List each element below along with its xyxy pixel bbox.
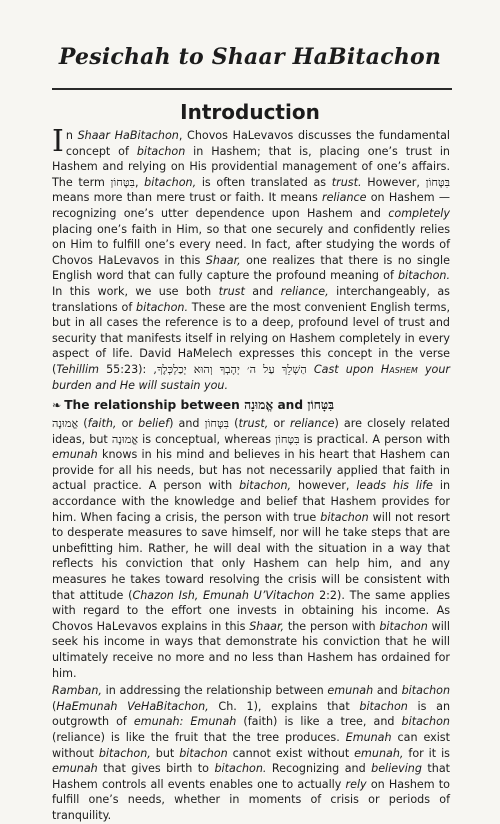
text: your burden and He will sustain you. bbox=[52, 362, 451, 392]
text: emunah bbox=[327, 684, 374, 698]
text: ( bbox=[52, 699, 57, 713]
text: interchangeably, as translations of bbox=[52, 284, 450, 314]
body-text bbox=[52, 124, 451, 824]
paragraph bbox=[52, 683, 450, 823]
fleuron-icon: ❧ bbox=[52, 399, 62, 413]
text: emunah, bbox=[354, 746, 404, 760]
text: emunah bbox=[52, 448, 98, 462]
drop-cap: I bbox=[52, 124, 64, 159]
text: in addressing the relationship between bbox=[101, 684, 328, 698]
intro-paragraph bbox=[52, 124, 451, 393]
text: However, bbox=[361, 175, 426, 189]
text: emunah bbox=[52, 762, 98, 776]
text: faith, bbox=[87, 417, 117, 431]
text: Cast upon bbox=[313, 362, 381, 376]
text: bitachon bbox=[379, 619, 428, 633]
text: Ramban, bbox=[52, 684, 102, 698]
text: , Chovos HaLevavos discusses the fundamental concept of bbox=[65, 129, 451, 158]
text: trust, bbox=[238, 417, 269, 431]
text: bitachon. bbox=[214, 762, 267, 776]
text: however, bbox=[291, 479, 357, 493]
text: bitachon. bbox=[136, 300, 188, 314]
text: bitachon, bbox=[144, 175, 197, 189]
text: or bbox=[116, 417, 139, 431]
text: and bbox=[273, 398, 308, 413]
text: but bbox=[150, 746, 180, 760]
text: Chazon Ish, Emunah U’Vitachon bbox=[132, 588, 315, 602]
hebrew-term: אֱמוּנָה bbox=[111, 432, 139, 446]
hebrew-term: בִּטָּחוֹן bbox=[307, 398, 335, 413]
hebrew-verse: הַשְׁלֵךְ עַל ה׳ יְהָבְךָ וְהוּא יְכַלְכְּלֶךָ, bbox=[153, 362, 307, 376]
text: bitachon bbox=[136, 144, 186, 158]
paragraph bbox=[52, 416, 450, 681]
text: Tehillim bbox=[56, 362, 99, 376]
text: Shaar, bbox=[249, 619, 285, 633]
text: and bbox=[244, 284, 281, 298]
text: trust. bbox=[331, 175, 362, 189]
text: or bbox=[268, 417, 290, 431]
text: The relationship between bbox=[64, 398, 245, 413]
text: completely bbox=[388, 206, 450, 220]
text bbox=[307, 363, 314, 376]
text: that gives birth to bbox=[97, 762, 215, 776]
text: will not resort to desperate measures to save himself, nor will he take steps that are unbefitting him. Rather, he will deal with the situation in a way that reflects his conviction that only Hashem can help him, and any measures he takes toward resolving the crisis will be consistent with that attitude ( bbox=[52, 510, 451, 602]
text: in Hashem; that is, placing one’s trust in Hashem and relying on His providential management of one’s affairs. The term bbox=[52, 144, 450, 189]
hebrew-term: בִּטָּחוֹן bbox=[204, 417, 230, 431]
text: reliance bbox=[322, 191, 367, 205]
text: in accordance with the knowledge and belief that Hashem provides for him. When facing a crisis, the person with true bbox=[52, 479, 450, 524]
text: ) are closely related ideas, but bbox=[52, 417, 450, 446]
text: bitachon. bbox=[398, 269, 450, 283]
text: ( bbox=[78, 417, 88, 431]
text: , bbox=[134, 175, 145, 189]
text: 55:23): bbox=[98, 362, 154, 376]
text: emunah: Emunah bbox=[133, 715, 237, 729]
page-title: Pesichah to Shaar HaBitachon bbox=[58, 44, 442, 70]
text: reliance bbox=[289, 417, 335, 431]
text: is often translated as bbox=[196, 175, 332, 189]
text: These are the most convenient English terms, but in all cases the reference is to a deep, profound level of trust and security that manifests itself in relying on Hashem completely in every aspect of life. David HaMelech expresses this concept in the verse ( bbox=[52, 300, 450, 376]
section-heading: Introduction bbox=[180, 100, 320, 124]
text: trust bbox=[218, 284, 245, 298]
text: HaEmunah VeHaBitachon, bbox=[56, 699, 209, 713]
text: 2:2). The same applies with regard to the effort one invests in obtaining his income. As Chovos HaLevavos explains in this bbox=[52, 588, 450, 633]
text: belief bbox=[138, 417, 170, 431]
hebrew-term: אֱמוּנָה bbox=[244, 398, 274, 413]
text: bitachon bbox=[179, 746, 228, 760]
text: bitachon, bbox=[98, 746, 151, 760]
text: Hashem bbox=[380, 362, 418, 376]
text: on Hashem to fulfill one’s needs, whether in moments of crisis or periods of tranquility. bbox=[52, 777, 450, 822]
hebrew-term: בִּטָּחוֹן bbox=[110, 175, 135, 189]
text: can exist without bbox=[52, 730, 450, 760]
subsection-heading bbox=[52, 397, 450, 414]
text: one realizes that there is no single English word that can fully capture the profound meaning of bbox=[52, 253, 450, 283]
text: reliance, bbox=[280, 284, 329, 298]
text: on Hashem — recognizing one’s utter dependence upon Hashem and bbox=[52, 191, 450, 220]
text: bitachon bbox=[401, 715, 450, 729]
text: Ch. 1), explains that bbox=[208, 699, 360, 713]
text: Emunah bbox=[345, 730, 392, 744]
text: n bbox=[65, 129, 78, 142]
text: believing bbox=[371, 762, 422, 776]
text: ) and bbox=[169, 417, 205, 431]
text: is practical. A person with bbox=[299, 432, 450, 446]
text: leads his life bbox=[356, 479, 433, 493]
text: means more than mere trust or faith. It means bbox=[52, 191, 322, 205]
text: for it is bbox=[403, 746, 450, 760]
text: (reliance) is like the fruit that the tree produces. bbox=[52, 730, 346, 744]
text: (faith) is like a tree, and bbox=[236, 715, 402, 729]
text: is conceptual, whereas bbox=[138, 432, 276, 446]
title-rule bbox=[52, 88, 452, 90]
text: Shaar HaBitachon bbox=[77, 129, 179, 142]
text: bitachon, bbox=[239, 479, 292, 493]
text: Recognizing and bbox=[266, 762, 372, 776]
text: rely bbox=[345, 777, 367, 791]
hebrew-term: בִּטָּחוֹן bbox=[425, 175, 451, 189]
text: and bbox=[373, 684, 402, 698]
text: bitachon bbox=[401, 684, 451, 698]
text: ( bbox=[229, 417, 239, 431]
text: that Hashem controls all events enables one to actually bbox=[52, 762, 451, 791]
text: Shaar, bbox=[205, 253, 241, 267]
hebrew-term: בִּטָּחוֹן bbox=[275, 432, 300, 446]
text: bitachon bbox=[359, 699, 408, 713]
text: knows in his mind and believes in his heart that Hashem can provide for all his needs, but has not necessarily applied that faith in actual practice. A person with bbox=[52, 448, 450, 493]
text: bitachon bbox=[320, 510, 369, 524]
hebrew-term: אֱמוּנָה bbox=[52, 417, 79, 431]
text: the person with bbox=[284, 619, 380, 633]
text: cannot exist without bbox=[227, 746, 355, 760]
text: will seek his income in ways that demonstrate his conviction that he will ultimately receive no more and no less than Hashem has ordained for him. bbox=[52, 619, 450, 680]
text: In this work, we use both bbox=[52, 284, 219, 298]
text: is an outgrowth of bbox=[52, 699, 450, 729]
text: placing one’s faith in Him, so that one securely and confidently relies on Him to fulfill one’s every need. In fact, after studying the words of Chovos HaLevavos in this bbox=[52, 222, 450, 267]
